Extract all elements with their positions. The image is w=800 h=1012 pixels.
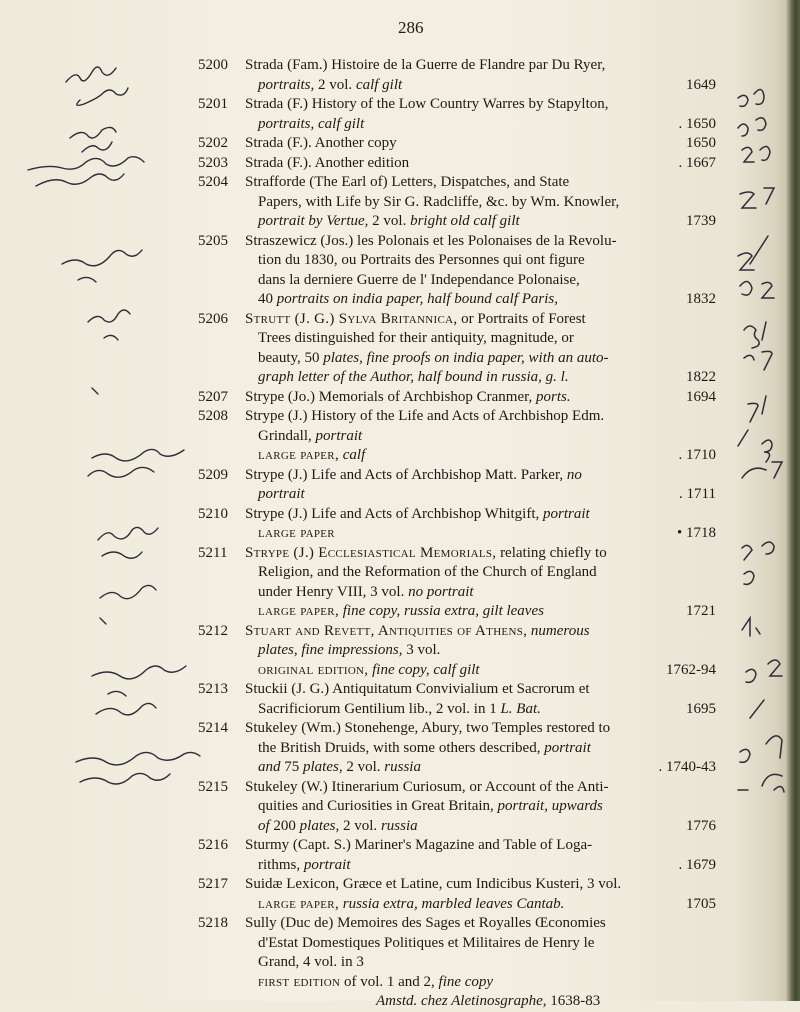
entry-text: the British Druids, with some others described, [258, 739, 545, 756]
entry-text: Strada (F.) History of the Low Country Warres by Stapylton, [245, 96, 609, 112]
entry-text: Stukeley (W.) Itinerarium Curiosum, or Account of the Anti- [245, 778, 609, 795]
entry-date: . 1740-43 [658, 759, 716, 775]
entry-date: . 1710 [678, 447, 716, 463]
price-mark-5215 [746, 660, 782, 682]
lot-number: 5208 [198, 408, 228, 424]
italic-text: plates, [299, 817, 340, 834]
entry-text: Religion, and the Reformation of the Church of England [258, 564, 597, 580]
italic-text: fine copy, russia extra, gilt leaves [342, 603, 544, 619]
entry-text: 2 vol. [368, 213, 411, 229]
lot-number: 5201 [198, 96, 228, 112]
italic-text: fine copy [438, 973, 494, 990]
italic-text: Cantab. [516, 895, 565, 912]
entry-text: rithms, [258, 856, 304, 873]
entry-text: Strype (J.) History of the Life and Acts of Archbishop Edm. [245, 408, 605, 424]
italic-text: fine copy, calf gilt [372, 661, 480, 678]
lot-number: 5200 [198, 57, 228, 73]
italic-text: plates, [303, 759, 343, 775]
entry-date: 1776 [686, 817, 716, 834]
price-mark-5201 [738, 118, 766, 136]
italic-text: portraits, calf gilt [258, 115, 365, 132]
italic-text: graph letter of the Author, half bound in russia, g. l. [258, 369, 569, 385]
price-mark-5208 [744, 351, 772, 370]
lot-number: 5214 [198, 720, 228, 736]
price-mark-5205 [738, 236, 768, 270]
entry-date: 1650 [686, 135, 716, 151]
entry-text: or Portraits of Forest [457, 310, 586, 327]
entry-text: beauty, 50 [258, 349, 324, 366]
price-mark-5209 [748, 396, 766, 422]
entry-text: d'Estat Domestiques Politiques et Militaires de Henry le [258, 934, 595, 951]
italic-text: ports. [536, 388, 571, 405]
italic-text: Amstd. chez Aletinosgraphe, [376, 993, 547, 1009]
entry-text: 40 [258, 291, 277, 307]
italic-text: portrait [258, 486, 305, 502]
entry-text: 200 [269, 817, 300, 834]
entry-text: Strype (J.) Life and Acts of Archbishop Whitgift, [245, 505, 544, 522]
italic-text: portrait [543, 505, 590, 522]
entry-text: 2 vol. [339, 817, 381, 834]
page-number: 286 [398, 18, 424, 37]
italic-text: portraits, [258, 76, 315, 93]
italic-text: Paris, [521, 291, 559, 307]
lot-number: 5209 [198, 466, 228, 483]
entry-text: Suidæ Lexicon, Græce et Latine, cum Indicibus Kusteri, 3 vol. [245, 876, 622, 892]
italic-text: no portrait [408, 583, 474, 600]
lot-number: 5206 [198, 310, 228, 327]
italic-text: bright old calf gilt [410, 213, 520, 229]
lot-number: 5215 [198, 778, 228, 795]
price-mark-5204 [740, 188, 774, 208]
price-mark-5200 [738, 89, 764, 106]
lot-number: 5202 [198, 135, 228, 151]
entry-text: under Henry VIII, 3 vol. [258, 583, 409, 600]
entry-date: 1739 [686, 213, 716, 229]
entry-text: dans la derniere Guerre de l' Independance Polonaise, [258, 271, 580, 288]
price-mark-5212 [742, 542, 774, 560]
entry-text: Strada (F.). Another edition [245, 154, 410, 171]
italic-text: no [566, 466, 582, 483]
price-mark-5206 [740, 281, 774, 298]
entry-text: Strype (Jo.) Memorials of Archbishop Cranmer, [245, 388, 537, 405]
lot-number: 5212 [198, 622, 228, 639]
italic-text: L. Bat. [500, 700, 541, 717]
entry-date: . 1679 [678, 856, 716, 873]
entry-text: Stuckii (J. G.) Antiquitatum Convivialium et Sacrorum et [245, 681, 590, 697]
price-mark-5214 [742, 618, 760, 636]
lot-number: 5207 [198, 388, 228, 405]
italic-text: portraits on india paper, half bound calf [276, 291, 519, 307]
entry-text: Sully (Duc de) Memoires des Sages et Royalles Œconomies [245, 915, 606, 931]
entry-text: 2 vol. [342, 759, 385, 775]
italic-text: plates, fine impressions, [258, 642, 403, 658]
entry-date: • 1718 [676, 525, 716, 541]
entry-text: Strafforde (The Earl of) Letters, Dispatches, and State [245, 174, 570, 190]
entry-date: 1695 [686, 700, 716, 717]
italic-text: calf [342, 447, 366, 463]
italic-text: russia extra, marbled leaves [342, 895, 513, 912]
lot-number: 5205 [198, 232, 228, 249]
entry-text: Strutt (J. G.) Sylva Britannica, [245, 310, 458, 327]
entry-text: of vol. 1 and 2, [340, 973, 439, 990]
entry-date: 1832 [686, 291, 716, 307]
lot-number: 5213 [198, 681, 228, 697]
italic-text: numerous [530, 622, 590, 639]
entry-text: Grand, 4 vol. in 3 [258, 954, 364, 970]
entry-text: Sacrificiorum Gentilium lib., 2 vol. in 1 [258, 700, 501, 717]
entry-text: Trees distinguished for their antiquity, magnitude, or [258, 330, 574, 346]
italic-text: portrait [303, 856, 351, 873]
entry-text: large paper, [258, 447, 339, 463]
entry-text: Straszewicz (Jos.) les Polonais et les Polonaises de la Revolu- [245, 232, 617, 249]
italic-text: of [258, 817, 270, 834]
price-mark-5202 [742, 146, 770, 162]
price-mark-5210 [738, 430, 772, 462]
lot-number: 5211 [198, 544, 228, 561]
entry-date: . 1667 [678, 154, 716, 171]
entry-date: 1822 [686, 369, 716, 385]
entry-text: 1638-83 [546, 993, 601, 1009]
lot-number: 5203 [198, 154, 228, 171]
entry-text: large paper [258, 525, 335, 541]
entry-text: Sturmy (Capt. S.) Mariner's Magazine and Table of Loga- [245, 837, 593, 853]
lot-number: 5210 [198, 505, 228, 522]
entry-text: Papers, with Life by Sir G. Radcliffe, &c. by Wm. Knowler, [258, 193, 620, 210]
entry-text: large paper, [258, 895, 339, 912]
entry-date: 1649 [686, 76, 716, 93]
entry-text: large paper, [258, 603, 339, 619]
entry-text: original edition, [258, 661, 369, 678]
entry-text: Strada (F.). Another copy [245, 135, 397, 151]
italic-text: plates, fine proofs on india paper, with an auto- [323, 349, 609, 366]
price-mark-5207 [744, 322, 766, 348]
entry-text: Strada (Fam.) Histoire de la Guerre de Flandre par Du Ryer, [245, 57, 606, 73]
price-mark-5213 [744, 571, 754, 584]
entry-date: 1762-94 [666, 661, 716, 678]
italic-text: russia [380, 817, 418, 834]
lot-number: 5216 [198, 837, 228, 853]
italic-text: portrait [544, 739, 591, 756]
entry-date: 1721 [686, 603, 716, 619]
entry-date: 1694 [686, 388, 716, 405]
price-mark-5217 [740, 736, 782, 763]
entry-text: Strype (J.) Ecclesiastical Memorials, [245, 544, 497, 561]
italic-text: portrait, upwards [497, 798, 603, 814]
italic-text: calf gilt [355, 76, 403, 93]
entry-text: first edition [258, 973, 341, 990]
entry-text: 3 vol. [402, 642, 441, 658]
entry-date: 1705 [686, 895, 716, 912]
italic-text: russia [384, 759, 421, 775]
entry-text: 75 [280, 759, 303, 775]
entry-text: Grindall, [258, 427, 316, 444]
entry-text: Strype (J.) Life and Acts of Archbishop Matt. Parker, [245, 466, 567, 483]
price-mark-5216 [750, 700, 764, 718]
entry-text: quities and Curiosities in Great Britain, [258, 798, 498, 814]
italic-text: portrait [315, 427, 363, 444]
entry-text: 2 vol. [314, 76, 356, 93]
entry-date: . 1650 [678, 115, 716, 132]
entry-text: Stukeley (Wm.) Stonehenge, Abury, two Temples restored to [245, 720, 611, 736]
italic-text: portrait by Vertue, [258, 213, 369, 229]
page-edge [786, 0, 800, 1001]
entry-text: relating chiefly to [496, 544, 607, 561]
lot-number: 5218 [198, 915, 228, 931]
entry-date: . 1711 [679, 486, 716, 502]
lot-number: 5217 [198, 876, 228, 892]
italic-text: and [258, 759, 281, 775]
price-mark-5218 [738, 774, 784, 792]
entry-text: tion du 1830, ou Portraits des Personnes qui ont figure [258, 252, 585, 268]
entry-text: Stuart and Revett, Antiquities of Athens, [245, 622, 528, 639]
lot-number: 5204 [198, 174, 228, 190]
